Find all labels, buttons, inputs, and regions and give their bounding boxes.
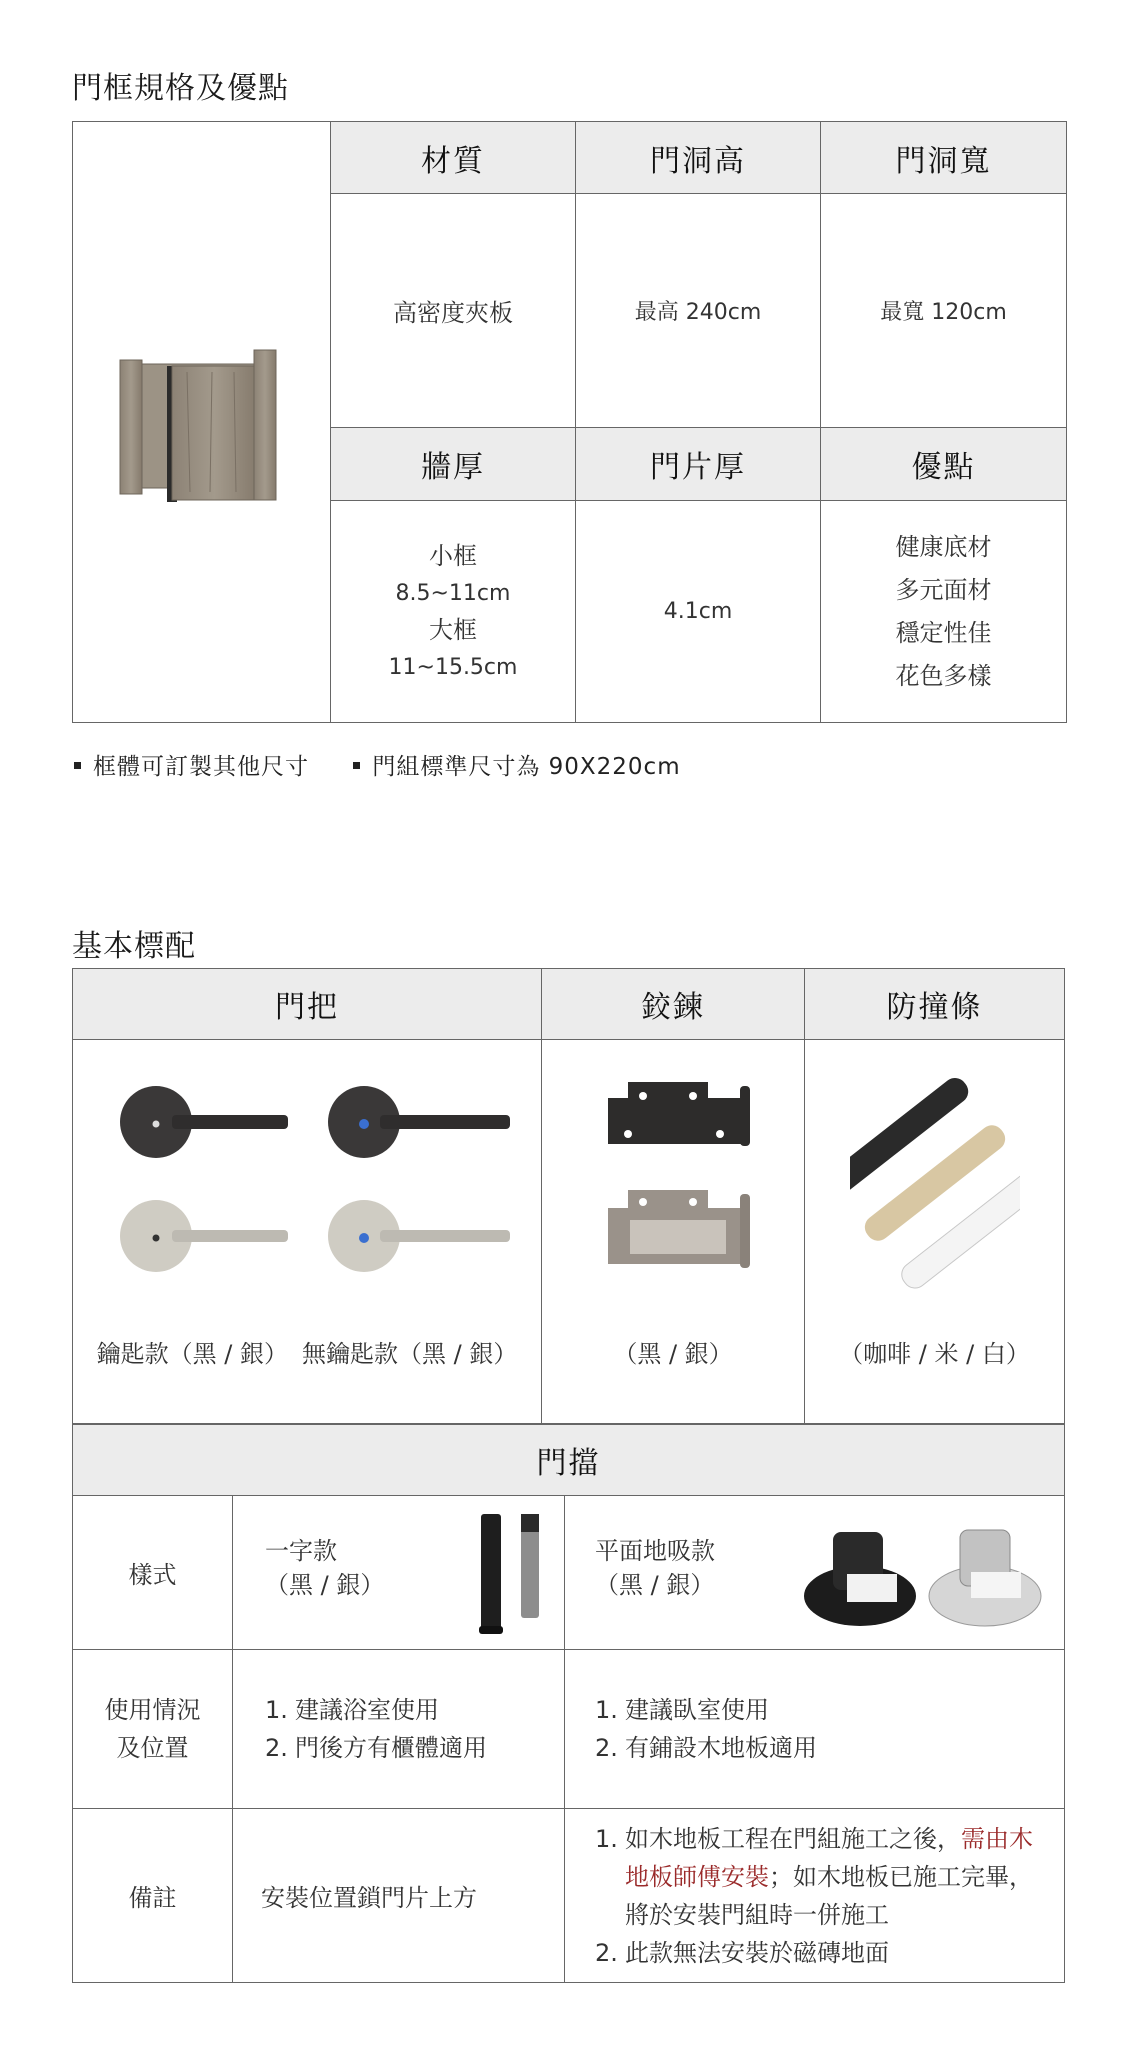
hinge-image — [588, 1078, 758, 1288]
style-a-name: 一字款 — [265, 1537, 337, 1565]
bumper-strip-image — [850, 1070, 1020, 1296]
large-frame-label: 大框 — [429, 615, 477, 644]
list-item: 1. 建議臥室使用 — [595, 1696, 769, 1724]
style-b-name: 平面地吸款 — [595, 1537, 715, 1565]
list-item: 1. 建議浴室使用 — [265, 1696, 439, 1724]
header-bumper-strip: 防撞條 — [805, 969, 1065, 1040]
usage-b-cell — [565, 1650, 1065, 1809]
header-wall-thickness: 牆厚 — [331, 428, 576, 501]
note-b-list — [595, 1820, 1034, 1972]
header-door-stopper: 門擋 — [73, 1425, 1065, 1496]
list-item: 2. 有鋪設木地板適用 — [595, 1734, 817, 1762]
caption-key-handle: 鑰匙款（黑 / 銀） — [96, 1340, 288, 1368]
small-frame-label: 小框 — [429, 541, 477, 570]
value-material: 高密度夾板 — [331, 194, 576, 428]
usage-b-list — [595, 1691, 1064, 1767]
note-b-cell — [565, 1809, 1065, 1983]
caption-hinge: （黑 / 銀） — [613, 1340, 733, 1368]
door-handle-image — [92, 1078, 522, 1288]
usage-a-cell — [233, 1650, 565, 1809]
value-door-width: 最寬 120cm — [821, 194, 1067, 428]
accessories-table — [72, 968, 1065, 1424]
header-advantages: 優點 — [821, 428, 1067, 501]
header-hinge: 鉸鍊 — [542, 969, 805, 1040]
bar-stopper-image — [471, 1508, 551, 1638]
header-door-width: 門洞寬 — [821, 122, 1067, 194]
row-label-usage: 使用情況 及位置 — [73, 1650, 233, 1809]
header-material: 材質 — [331, 122, 576, 194]
door-frame-sample-image — [112, 342, 292, 502]
header-door-thickness: 門片厚 — [576, 428, 821, 501]
caption-keyless-handle: 無鑰匙款（黑 / 銀） — [302, 1340, 518, 1368]
style-a-colors: （黑 / 銀） — [265, 1571, 385, 1599]
installation-warning-text: 需由木地板師傅安裝 — [625, 1824, 1033, 1891]
style-a-cell — [233, 1496, 565, 1650]
style-b-cell — [565, 1496, 1065, 1650]
floor-magnet-stopper-image — [795, 1514, 1045, 1634]
note-a-cell: 安裝位置鎖門片上方 — [233, 1809, 565, 1983]
style-b-colors: （黑 / 銀） — [595, 1571, 715, 1599]
frame-notes — [74, 748, 681, 781]
bullet-note: 框體可訂製其他尺寸 — [74, 754, 309, 780]
handle-cell — [73, 1040, 542, 1424]
row-label-notes: 備註 — [73, 1809, 233, 1983]
row-label-style: 樣式 — [73, 1496, 233, 1650]
frame-spec-table — [72, 121, 1067, 723]
header-handle: 門把 — [73, 969, 542, 1040]
header-door-height: 門洞高 — [576, 122, 821, 194]
advantage-item: 多元面材 — [895, 575, 992, 604]
value-wall-thickness — [331, 501, 576, 723]
usage-a-list — [265, 1691, 564, 1767]
bumper-cell — [805, 1040, 1065, 1424]
door-stopper-table — [72, 1424, 1065, 1983]
bullet-note: 門組標準尺寸為 90X220cm — [353, 754, 680, 780]
value-door-height: 最高 240cm — [576, 194, 821, 428]
list-item: 1. 如木地板工程在門組施工之後，需由木地板師傅安裝；如木地板已施工完畢，將於安裝門組時一併施工 — [595, 1824, 1033, 1929]
small-frame-range: 8.5~11cm — [395, 580, 511, 606]
hinge-cell — [542, 1040, 805, 1424]
advantage-item: 健康底材 — [895, 532, 992, 561]
large-frame-range: 11~15.5cm — [388, 654, 518, 680]
value-door-thickness: 4.1cm — [576, 501, 821, 723]
list-item: 2. 門後方有櫃體適用 — [265, 1734, 487, 1762]
section-title-standard-accessories: 基本標配 — [72, 929, 196, 964]
frame-image-cell — [73, 122, 331, 723]
advantage-item: 穩定性佳 — [895, 618, 992, 647]
value-advantages — [821, 501, 1067, 723]
list-item: 2. 此款無法安裝於磁磚地面 — [595, 1938, 889, 1967]
section-title-frame-specs: 門框規格及優點 — [72, 71, 289, 106]
caption-bumper: （咖啡 / 米 / 白） — [839, 1340, 1030, 1368]
advantage-item: 花色多樣 — [895, 661, 992, 690]
